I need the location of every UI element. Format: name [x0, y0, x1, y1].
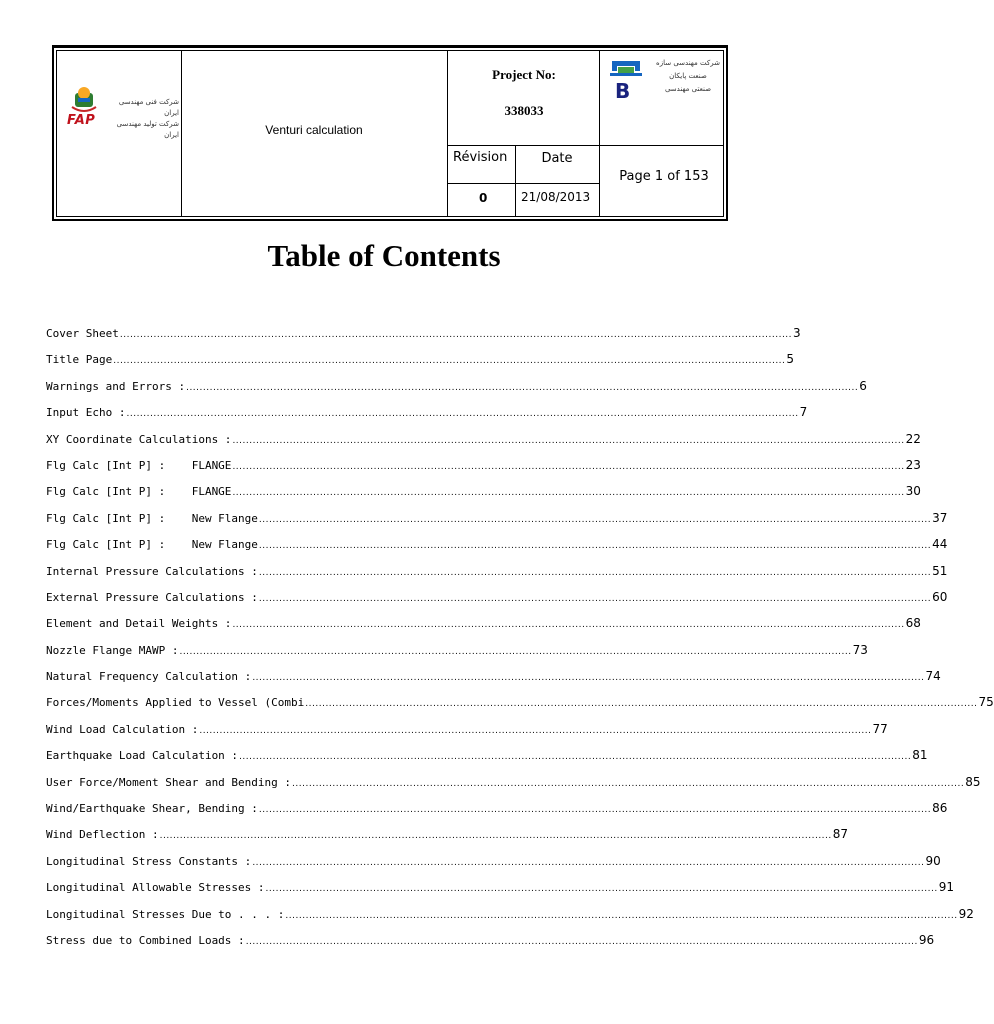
toc-entry-label: Internal Pressure Calculations :	[46, 564, 258, 578]
toc-entry-label: Flg Calc [Int P] : New Flange	[46, 511, 258, 525]
toc-entry-page: 44	[932, 537, 948, 552]
toc-entry-label: Wind/Earthquake Shear, Bending :	[46, 802, 258, 816]
toc-dot-leader: ........................................................................................................................................................................................................	[305, 699, 978, 710]
header-divider	[599, 145, 723, 146]
toc-dot-leader: ........................................................................................................................................................................................................	[292, 778, 965, 789]
toc-dot-leader: ........................................................................................................................................................................................................	[239, 752, 912, 763]
title-cell	[181, 51, 447, 216]
toc-entry-page: 91	[938, 880, 954, 895]
toc-entry-page: 90	[925, 853, 941, 868]
toc-entry[interactable]	[46, 457, 921, 484]
toc-dot-leader: ........................................................................................................................................................................................................	[232, 461, 905, 472]
toc-entry-label: Wind Deflection :	[46, 828, 159, 842]
toc-entry-label: Element and Detail Weights :	[46, 617, 232, 631]
toc-entry-label: Flg Calc [Int P] : FLANGE	[46, 458, 232, 472]
toc-dot-leader: ........................................................................................................................................................................................................	[119, 330, 793, 340]
toc-entry[interactable]	[46, 563, 948, 590]
toc-dot-leader: ........................................................................................................................................................................................................	[245, 936, 918, 947]
toc-entry-label: Cover Sheet	[46, 327, 119, 340]
header-divider	[447, 51, 448, 216]
fap-logo-text: FAP	[67, 113, 96, 128]
date-value: 21/08/2013	[521, 190, 591, 204]
emblem-icon	[69, 85, 99, 113]
toc-entry[interactable]	[46, 880, 954, 906]
toc-dot-leader: ........................................................................................................................................................................................................	[258, 514, 932, 525]
document-title: Venturi calculation	[265, 123, 363, 137]
toc-entry[interactable]	[46, 537, 948, 563]
toc-entry-label: Earthquake Load Calculation :	[46, 749, 239, 763]
toc-entry[interactable]	[46, 669, 941, 695]
toc-entry-page: 86	[932, 801, 948, 816]
toc-dot-leader: ........................................................................................................................................................................................................	[258, 805, 932, 816]
toc-entry[interactable]	[46, 906, 974, 933]
toc-entry-page: 23	[905, 457, 921, 472]
toc-entry-label: Forces/Moments Applied to Vessel (Combi	[46, 696, 305, 710]
logo-letter: B	[615, 79, 631, 103]
project-number: 338033	[504, 103, 544, 118]
toc-dot-leader: ........................................................................................................................................................................................................	[126, 409, 799, 420]
toc-entry-page: 87	[832, 827, 849, 842]
toc-entry-label: Wind Load Calculation :	[46, 722, 199, 736]
toc-entry-page: 51	[932, 563, 948, 578]
toc-entry-label: Title Page	[46, 353, 113, 367]
toc-entry[interactable]	[46, 721, 888, 748]
toc-entry[interactable]	[46, 642, 868, 669]
toc-entry-label: Flg Calc [Int P] : New Flange	[46, 538, 258, 552]
toc-entry[interactable]	[46, 352, 795, 378]
toc-entry-page: 5	[786, 352, 795, 367]
toc-dot-leader: ........................................................................................................................................................................................................	[258, 541, 932, 552]
toc-entry[interactable]	[46, 801, 948, 827]
toc-entry-label: Warnings and Errors :	[46, 379, 186, 393]
toc-dot-leader: ........................................................................................................................................................................................................	[179, 646, 852, 657]
toc-list	[46, 326, 994, 959]
toc-entry[interactable]	[46, 405, 808, 431]
toc-entry-label: Stress due to Combined Loads :	[46, 933, 245, 947]
toc-entry-page: 77	[872, 721, 888, 736]
toc-entry-page: 73	[852, 642, 868, 657]
toc-entry-page: 22	[905, 431, 921, 446]
toc-entry-label: Nozzle Flange MAWP :	[46, 643, 179, 657]
toc-dot-leader: ........................................................................................................................................................................................................	[252, 857, 925, 868]
toc-entry-page: 6	[859, 378, 867, 393]
header-divider	[599, 51, 600, 216]
revision-label: Révision	[453, 150, 508, 165]
toc-entry-label: Longitudinal Stresses Due to . . . :	[46, 907, 285, 921]
toc-entry-page: 74	[925, 669, 941, 684]
toc-entry[interactable]	[46, 431, 921, 458]
toc-entry-label: User Force/Moment Shear and Bending :	[46, 775, 292, 789]
toc-entry[interactable]	[46, 774, 981, 801]
project-label: Project No:	[492, 67, 556, 82]
company-logo-right	[609, 57, 645, 107]
header-divider	[447, 145, 599, 146]
toc-entry-label: Natural Frequency Calculation :	[46, 670, 252, 684]
toc-entry[interactable]	[46, 932, 935, 959]
toc-dot-leader: ........................................................................................................................................................................................................	[186, 382, 859, 393]
toc-entry-page: 96	[918, 932, 935, 947]
toc-entry[interactable]	[46, 484, 921, 510]
revision-value: 0	[479, 191, 488, 205]
toc-dot-leader: ........................................................................................................................................................................................................	[232, 435, 905, 446]
toc-dot-leader: ........................................................................................................................................................................................................	[159, 831, 832, 842]
toc-entry-page: 7	[799, 405, 808, 420]
toc-entry-label: Input Echo :	[46, 406, 126, 420]
toc-dot-leader: ........................................................................................................................................................................................................	[265, 884, 938, 895]
toc-entry-page: 30	[905, 484, 921, 499]
toc-entry-page: 81	[912, 748, 928, 763]
toc-entry[interactable]	[46, 853, 941, 880]
left-logo-caption: شرکت فنی مهندسی ایران شرکت تولید مهندسی ایران	[116, 98, 179, 139]
toc-entry[interactable]	[46, 695, 994, 721]
toc-entry[interactable]	[46, 748, 928, 774]
toc-entry[interactable]	[46, 510, 948, 537]
company-logo-left	[63, 85, 181, 139]
toc-entry[interactable]	[46, 616, 921, 642]
toc-entry-label: Longitudinal Allowable Stresses :	[46, 881, 265, 895]
header-inner-frame	[56, 50, 724, 217]
header-divider	[447, 183, 599, 184]
toc-entry-page: 37	[932, 510, 948, 525]
toc-entry-page: 3	[793, 326, 801, 340]
toc-entry-page: 75	[978, 695, 994, 710]
toc-dot-leader: ........................................................................................................................................................................................................	[232, 620, 905, 631]
toc-entry-page: 60	[932, 589, 948, 604]
toc-dot-leader: ........................................................................................................................................................................................................	[285, 910, 958, 921]
toc-heading: Table of Contents	[267, 238, 501, 273]
toc-entry[interactable]	[46, 378, 867, 405]
toc-entry[interactable]	[46, 326, 801, 352]
page-count: Page 1 of 153	[619, 169, 709, 184]
toc-entry[interactable]	[46, 589, 948, 616]
toc-entry-page: 92	[958, 906, 974, 921]
toc-dot-leader: ........................................................................................................................................................................................................	[258, 567, 932, 578]
date-label: Date	[541, 151, 573, 166]
document-header-table	[52, 45, 728, 221]
toc-dot-leader: ........................................................................................................................................................................................................	[232, 488, 905, 499]
toc-entry-page: 85	[965, 774, 981, 789]
toc-entry-label: External Pressure Calculations :	[46, 590, 258, 604]
toc-entry-label: Longitudinal Stress Constants :	[46, 854, 252, 868]
toc-entry[interactable]	[46, 827, 849, 853]
toc-entry-page: 68	[905, 616, 921, 631]
right-logo-caption: شرکت مهندسی سازه صنعت پایکان صنعتی مهندسی	[656, 59, 720, 93]
toc-dot-leader: ........................................................................................................................................................................................................	[258, 593, 932, 604]
toc-entry-label: XY Coordinate Calculations :	[46, 432, 232, 446]
toc-dot-leader: ........................................................................................................................................................................................................	[113, 356, 786, 367]
toc-dot-leader: ........................................................................................................................................................................................................	[199, 725, 872, 736]
toc-entry-label: Flg Calc [Int P] : FLANGE	[46, 485, 232, 499]
toc-dot-leader: ........................................................................................................................................................................................................	[252, 673, 925, 684]
